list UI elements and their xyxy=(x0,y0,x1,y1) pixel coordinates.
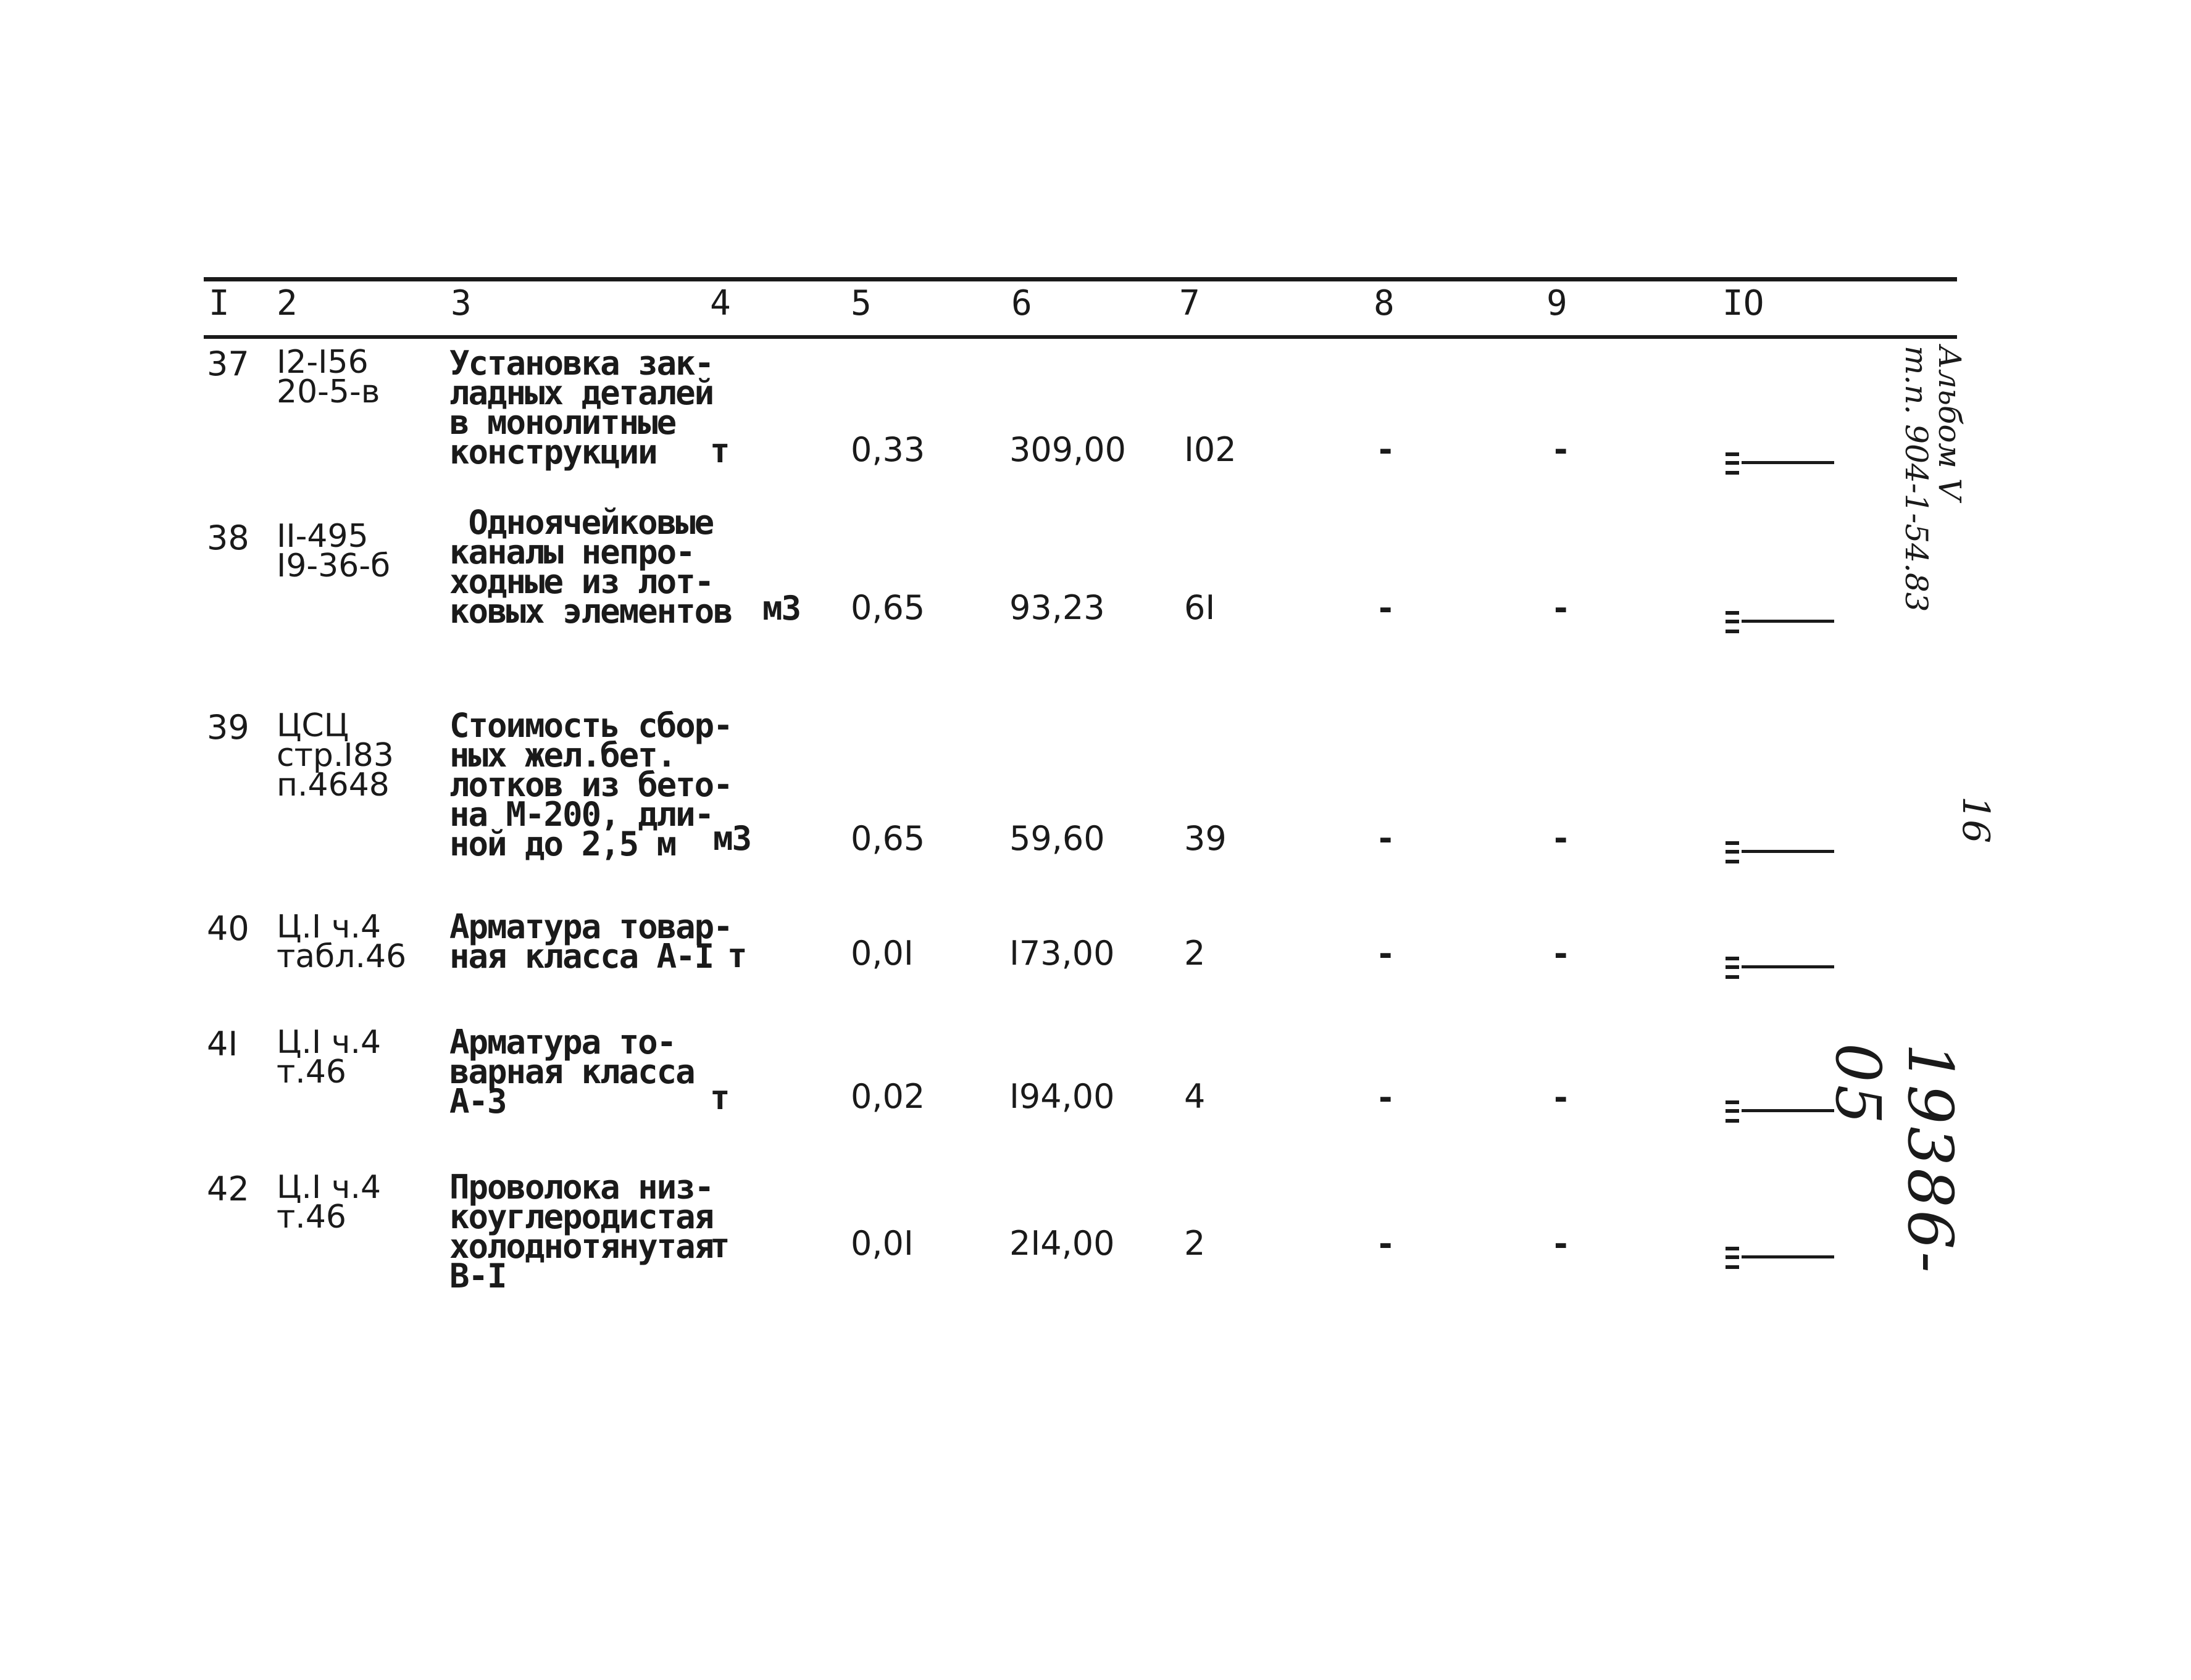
quantity: 0,33 xyxy=(851,430,925,469)
row-number: 38 xyxy=(207,518,249,557)
header-col-3: 3 xyxy=(451,283,472,323)
unit: т xyxy=(710,431,729,470)
ditto-mark xyxy=(1726,957,1843,984)
unit-price: 2I4,00 xyxy=(1009,1224,1115,1263)
col8-value: - xyxy=(1375,430,1396,469)
unit: т xyxy=(727,936,746,975)
album-reference-note: Альбом V т.п. 904-1-54.83 xyxy=(1898,346,1968,612)
norm-code: I2-I56 20-5-в xyxy=(277,344,380,410)
col8-value: - xyxy=(1375,934,1396,973)
norm-code: Ц.I ч.4 т.46 xyxy=(277,1169,382,1236)
norm-code: Ц.I ч.4 т.46 xyxy=(277,1024,382,1091)
col8-value: - xyxy=(1375,589,1396,628)
row-number: 37 xyxy=(207,344,249,383)
col9-value: - xyxy=(1551,1078,1571,1117)
col9-value: - xyxy=(1551,589,1571,628)
quantity: 0,0I xyxy=(851,934,914,973)
table-top-rule xyxy=(204,277,1957,281)
norm-code: Ц.I ч.4 табл.46 xyxy=(277,909,407,975)
unit-price: I73,00 xyxy=(1009,934,1115,973)
row-number: 39 xyxy=(207,708,249,747)
handwritten-stamp-code: 19386-05 xyxy=(1822,1043,1966,1275)
norm-code: II-495 I9-36-б xyxy=(277,518,391,584)
work-description: Стоимость сбор- ных жел.бет. лотков из бето- на М-200, дли- ной до 2,5 м xyxy=(449,706,732,863)
unit-price: 309,00 xyxy=(1009,430,1126,469)
total-cost: I02 xyxy=(1184,430,1237,469)
quantity: 0,02 xyxy=(851,1077,925,1116)
quantity: 0,0I xyxy=(851,1224,914,1263)
ditto-mark xyxy=(1726,611,1843,638)
row-number: 4I xyxy=(207,1025,238,1063)
col9-value: - xyxy=(1551,430,1571,469)
col8-value: - xyxy=(1375,1078,1396,1117)
unit: м3 xyxy=(762,589,801,628)
total-cost: 6I xyxy=(1184,588,1216,627)
total-cost: 2 xyxy=(1184,934,1206,973)
total-cost: 2 xyxy=(1184,1224,1206,1263)
header-col-9: 9 xyxy=(1546,283,1567,323)
ditto-mark xyxy=(1726,841,1843,868)
header-col-4: 4 xyxy=(710,283,731,323)
ditto-mark xyxy=(1726,452,1843,480)
page-number: 16 xyxy=(1954,796,1997,844)
total-cost: 4 xyxy=(1184,1077,1206,1116)
unit-price: I94,00 xyxy=(1009,1077,1115,1116)
quantity: 0,65 xyxy=(851,819,925,858)
row-number: 40 xyxy=(207,909,249,948)
header-col-6: 6 xyxy=(1011,283,1032,323)
unit: т xyxy=(710,1226,729,1265)
header-col-8: 8 xyxy=(1374,283,1395,323)
unit-price: 59,60 xyxy=(1009,819,1105,858)
col8-value: - xyxy=(1375,1225,1396,1263)
header-col-2: 2 xyxy=(277,283,298,323)
unit: м3 xyxy=(713,819,751,858)
work-description: Установка зак- ладных деталей в монолитные конструкции xyxy=(449,344,714,472)
header-col-10: IO xyxy=(1722,283,1764,323)
quantity: 0,65 xyxy=(851,588,925,627)
table-header-rule xyxy=(204,335,1957,339)
header-col-7: 7 xyxy=(1179,283,1200,323)
unit: т xyxy=(710,1078,729,1117)
col8-value: - xyxy=(1375,819,1396,858)
work-description: Одноячейковые каналы непро- ходные из лот- ковых элементов xyxy=(449,503,732,631)
work-description: Проволока низ- коуглеродистая холоднотянутая В-I xyxy=(449,1168,714,1295)
row-number: 42 xyxy=(207,1170,249,1208)
unit-price: 93,23 xyxy=(1009,588,1105,627)
col9-value: - xyxy=(1551,819,1571,858)
norm-code: ЦСЦ стр.I83 п.4648 xyxy=(277,707,394,804)
header-col-1: I xyxy=(209,283,230,323)
work-description: Арматура то- варная класса А-3 xyxy=(449,1023,695,1121)
header-col-5: 5 xyxy=(851,283,872,323)
work-description: Арматура товар- ная класса А-I xyxy=(449,907,732,976)
col9-value: - xyxy=(1551,934,1571,973)
col9-value: - xyxy=(1551,1225,1571,1263)
total-cost: 39 xyxy=(1184,819,1227,858)
